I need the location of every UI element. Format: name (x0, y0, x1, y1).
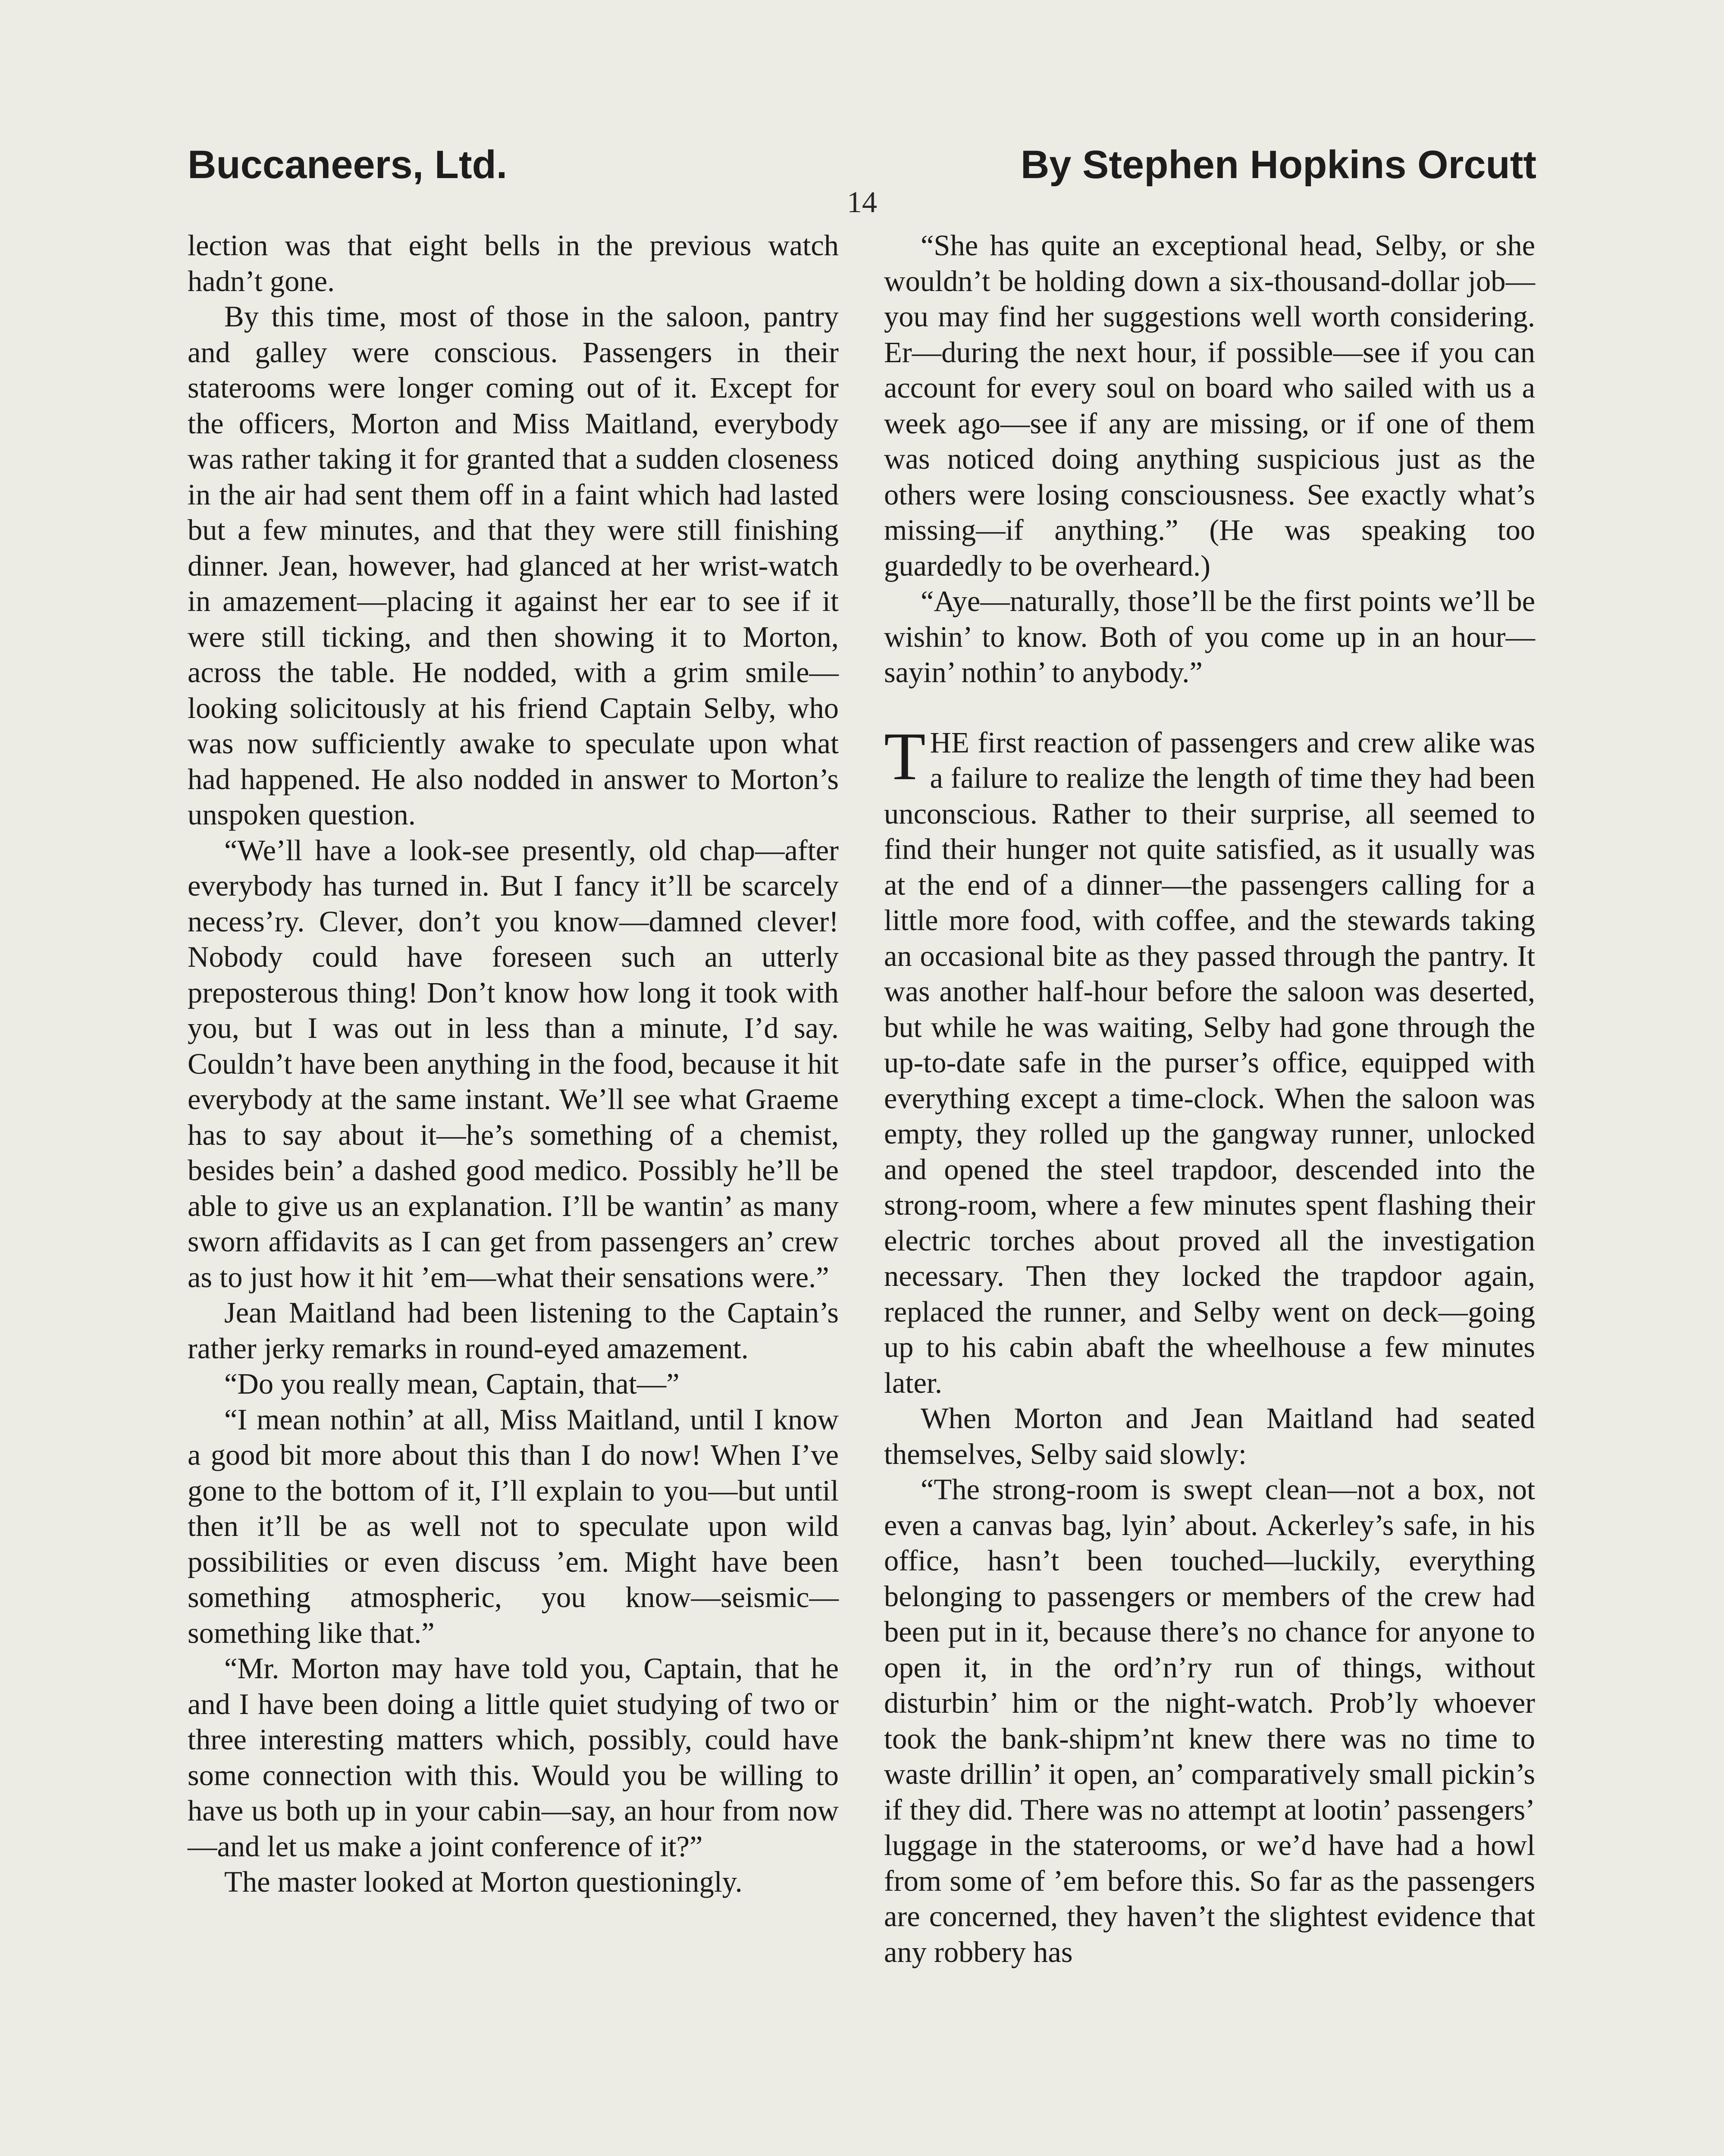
left-column (188, 228, 839, 1900)
page-number: 14 (847, 186, 877, 219)
paragraph: When Morton and Jean Maitland had seated themselves, Selby said slowly: (884, 1402, 1535, 1470)
paragraph: “Do you really mean, Captain, that—” (224, 1367, 680, 1400)
paragraph: “She has quite an exceptional head, Selby, or she wouldn’t be holding down a six-thousand-dollar job—you may find her suggestions well worth considering. Er—during the next hour, if possible—see if you can account for every soul on board who sailed with us a week ago—see if any are missing, or if one of them was noticed doing anything suspicious just as the others were losing consciousness. See exactly what’s missing—if anything.” (He was speaking too guardedly to be overheard.) (884, 229, 1535, 582)
paragraph: The master looked at Morton questioningly. (224, 1865, 743, 1898)
drop-cap: T (884, 718, 926, 794)
right-column (884, 228, 1535, 1970)
paragraph: “I mean nothin’ at all, Miss Maitland, until I know a good bit more about this than I do now! When I’ve gone to the bottom of it, I’ll explain to you—but until then it’ll be as well not to speculate upon wild possibilities or even discuss ’em. Might have been something atmospheric, you know—seismic—something like that.” (188, 1403, 839, 1649)
paragraph: “Mr. Morton may have told you, Captain, that he and I have been doing a little quiet studying of two or three interesting matters which, possibly, could have some connection with this. Would you be willing to have us both up in your cabin—say, an hour from now—and let us make a joint conference of it?” (188, 1652, 839, 1863)
section-text: HE first reaction of passengers and crew alike was a failure to realize the length of time they had been unconscious. Rather to their surprise, all seemed to find their hunger not quite satisfied, as it usually was at the end of a dinner—the passengers calling for a little more food, with coffee, and the stewards taking an occasional bite as they passed through the pantry. It was another half-hour before the saloon was deserted, but while he was waiting, Selby had gone through the up-to-date safe in the purser’s office, equipped with everything except a time-clock. When the saloon was empty, they rolled up the gangway runner, unlocked and opened the steel trapdoor, descended into the strong-room, where a few minutes spent flashing their electric torches about proved all the investigation necessary. Then they locked the trapdoor again, replaced the runner, and Selby went on deck—going up to his cabin abaft the wheelhouse a few minutes later. (884, 726, 1535, 1399)
paragraph: lection was that eight bells in the previous watch hadn’t gone. (188, 229, 839, 298)
paragraph: By this time, most of those in the saloon, pantry and galley were conscious. Passengers in their staterooms were longer coming out of it. Except for the officers, Morton and Miss Maitland, everybody was rather taking it for granted that a sudden closeness in the air had sent them off in a faint which had lasted but a few minutes, and that they were still finishing dinner. Jean, however, had glanced at her wrist-watch in amazement—placing it against her ear to see if it were still ticking, and then showing it to Morton, across the table. He nodded, with a grim smile—looking solicitously at his friend Captain Selby, who was now sufficiently awake to speculate upon what had happened. He also nodded in answer to Morton’s unspoken question. (188, 300, 839, 831)
paragraph: “We’ll have a look-see presently, old chap—after everybody has turned in. But I fancy it’ll be scarcely necess’ry. Clever, don’t you know—damned clever! Nobody could have foreseen such an utterly preposterous thing! Don’t know how long it took with you, but I was out in less than a minute, I’d say. Couldn’t have been anything in the food, because it hit everybody at the same instant. We’ll see what Graeme has to say about it—he’s something of a chemist, besides bein’ a dashed good medico. Possibly he’ll be able to give us an explanation. I’ll be wantin’ as many sworn affidavits as I can get from passengers an’ crew as to just how it hit ’em—what their sensations were.” (188, 834, 839, 1294)
paragraph: Jean Maitland had been listening to the Captain’s rather jerky remarks in round-eyed amazement. (188, 1296, 839, 1365)
story-title: Buccaneers, Ltd. (188, 143, 508, 187)
story-author: By Stephen Hopkins Orcutt (1020, 143, 1536, 187)
paragraph: “Aye—naturally, those’ll be the first points we’ll be wishin’ to know. Both of you come up in an hour—sayin’ nothin’ to anybody.” (884, 585, 1535, 689)
section-opening-paragraph (884, 718, 1535, 1401)
paragraph: “The strong-room is swept clean—not a box, not even a canvas bag, lyin’ about. Ackerley’s safe, in his office, hasn’t been touched—luckily, everything belonging to passengers or members of the crew had been put in it, because there’s no chance for anyone to open it, in the ord’n’ry run of things, without disturbin’ him or the night-watch. Prob’ly whoever took the bank-shipm’nt knew there was no time to waste drillin’ it open, an’ comparatively small pickin’s if they did. There was no attempt at lootin’ passengers’ luggage in the staterooms, or we’d have had a howl from some of ’em before this. So far as the passengers are concerned, they haven’t the slightest evidence that any robbery has (884, 1473, 1535, 1968)
